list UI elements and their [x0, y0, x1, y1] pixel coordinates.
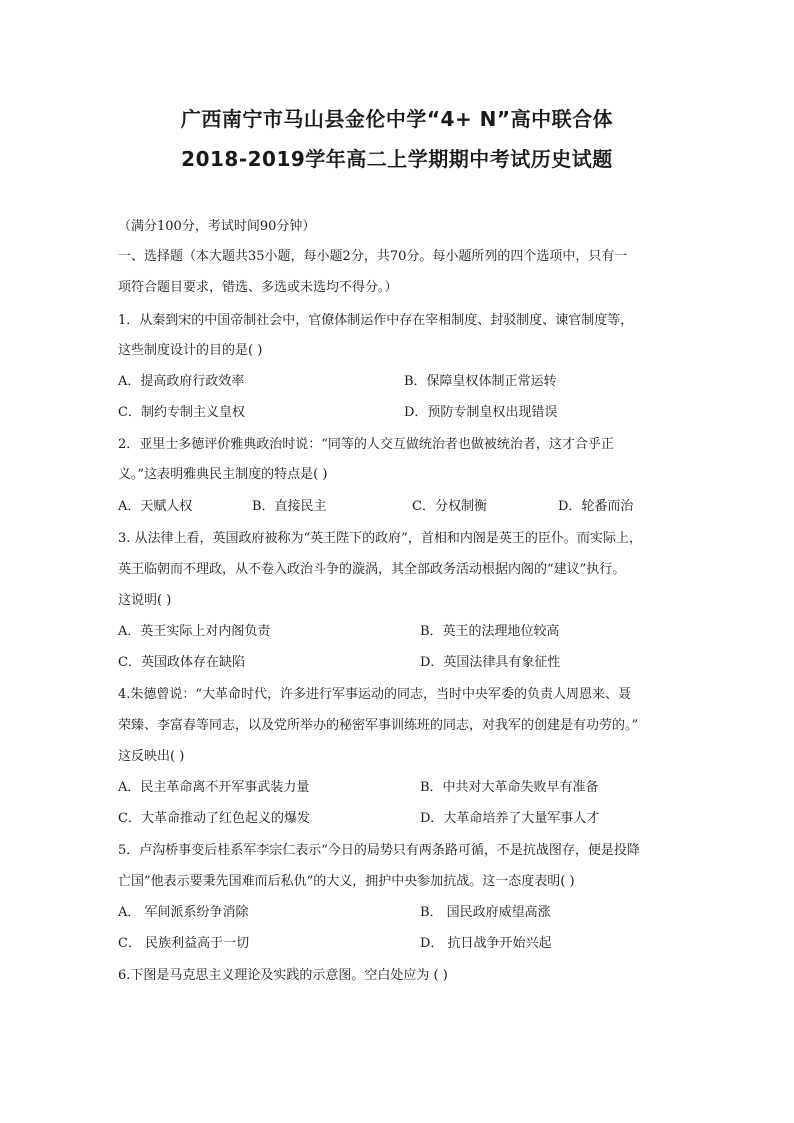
question-4-text-line-3: 这反映出( )	[118, 749, 185, 764]
exam-info: （满分100分，考试时间90分钟）	[118, 219, 316, 234]
question-4-text-line-2: 荣臻、李富春等同志，以及党所举办的秘密军事训练班的同志，对我军的创建是有功劳的。”	[118, 718, 639, 733]
question-3-text-line-1: 3. 从法律上看，英国政府被称为“英王陛下的政府”，首相和内阁是英王的臣仆。而实际上，	[118, 531, 642, 546]
question-5-text-line-2: 亡国”他表示要秉先国难而后私仇”的大义，拥护中央参加抗战。这一态度表明( )	[118, 874, 575, 889]
question-5-option-d: D． 抗日战争开始兴起	[420, 936, 552, 951]
question-5-text-line-1: 5．卢沟桥事变后桂系军李宗仁表示“今日的局势只有两条路可循，不是抗战图存，便是投降	[118, 843, 640, 858]
section-instructions-line-1: 一、选择题（本大题共35小题，每小题2分，共70分。每小题所列的四个选项中，只有一	[118, 249, 628, 264]
question-3-option-c: C．英国政体存在缺陷	[118, 655, 245, 670]
question-3-option-a: A．英王实际上对内阁负责	[118, 624, 271, 639]
question-3-text-line-3: 这说明( )	[118, 593, 172, 608]
question-4-option-b: B．中共对大革命失败早有准备	[420, 780, 599, 795]
question-4-option-a: A．民主革命离不开军事武装力量	[118, 780, 310, 795]
exam-title-line-2: 2018-2019学年高二上学期期中考试历史试题	[181, 147, 613, 171]
question-4-option-d: D．大革命培养了大量军事人才	[420, 811, 600, 826]
question-6-text-line-1: 6.下图是马克思主义理论及实践的示意图。空白处应为 ( )	[118, 968, 448, 983]
question-1-option-c: C．制约专制主义皇权	[118, 405, 245, 420]
question-1-text-line-2: 这些制度设计的目的是( )	[118, 343, 263, 358]
question-5-option-b: B． 国民政府威望高涨	[420, 905, 551, 920]
question-2-text-line-2: 义。”这表明雅典民主制度的特点是( )	[118, 467, 328, 482]
question-2-option-a: A．天赋人权	[118, 499, 193, 514]
question-1-option-b: B．保障皇权体制正常运转	[404, 374, 557, 389]
question-3-option-d: D．英国法律具有象征性	[420, 655, 561, 670]
question-2-option-d: D．轮番而治	[558, 499, 634, 514]
question-1-option-a: A．提高政府行政效率	[118, 374, 245, 389]
question-3-text-line-2: 英王临朝而不理政，从不卷入政治斗争的漩涡，其全部政务活动根据内阁的“建议”执行。	[118, 562, 626, 577]
question-3-option-b: B．英王的法理地位较高	[420, 624, 560, 639]
section-instructions-line-2: 项符合题目要求，错选、多选或未选均不得分。）	[118, 280, 398, 295]
question-4-option-c: C．大革命推动了红色起义的爆发	[118, 811, 310, 826]
question-4-text-line-1: 4.朱德曾说：“大革命时代，许多进行军事运动的同志，当时中央军委的负责人周恩来、聂	[118, 687, 632, 702]
question-5-option-c: C． 民族利益高于一切	[118, 936, 250, 951]
question-1-option-d: D．预防专制皇权出现错误	[404, 405, 558, 420]
question-2-option-b: B．直接民主	[252, 499, 327, 514]
exam-title-line-1: 广西南宁市马山县金伦中学“4+ N”高中联合体	[180, 107, 614, 131]
question-2-option-c: C．分权制衡	[412, 499, 487, 514]
question-5-option-a: A． 军间派系纷争消除	[118, 905, 249, 920]
question-2-text-line-1: 2．亚里士多德评价雅典政治时说：“同等的人交互做统治者也做被统治者，这才合乎正	[118, 437, 614, 452]
question-1-text-line-1: 1．从秦到宋的中国帝制社会中，官僚体制运作中存在宰相制度、封驳制度、谏官制度等，	[118, 313, 634, 328]
